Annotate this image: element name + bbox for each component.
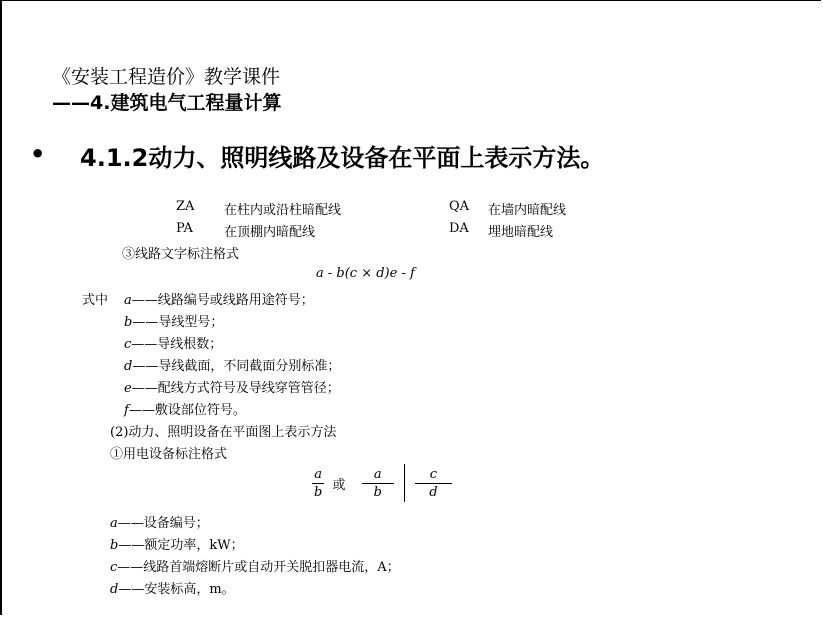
fraction-a-over-b: $\frac{a}{b}$ [362, 466, 394, 501]
definition-symbol: f [124, 403, 129, 418]
code-desc: 埋地暗配线 [488, 225, 554, 240]
fraction-or: 或 [332, 477, 346, 493]
definition-symbol: c [110, 560, 118, 575]
equipment-fraction-formula [312, 464, 452, 502]
definition-text: ——导线根数； [131, 337, 223, 352]
fraction-c-over-d: $\frac{c}{d}$ [415, 466, 451, 501]
code-label: QA [449, 199, 470, 214]
definition-symbol: c [124, 337, 132, 352]
definition-text: ——线路首端熔断片或自动开关脱扣器电流，A； [117, 560, 400, 575]
definition-text: ——额定功率，kW； [118, 538, 244, 553]
definition-row [110, 512, 209, 531]
fraction-divider [404, 464, 405, 502]
code-label: DA [449, 221, 469, 236]
definition-row [110, 534, 244, 553]
definition-symbol: d [110, 582, 119, 597]
definition-text: ——导线截面，不同截面分别标准； [132, 359, 341, 374]
code-label: ZA [176, 199, 195, 214]
definition-text: ——导线型号； [132, 315, 224, 330]
section-heading: 4.1.2动力、照明线路及设备在平面上表示方法。 [80, 144, 605, 172]
definition-symbol: a [110, 516, 118, 531]
bullet-marker: • [30, 140, 46, 168]
definition-row [110, 556, 400, 575]
code-desc: 在顶棚内暗配线 [224, 225, 316, 240]
definition-symbol: d [124, 359, 133, 374]
code-label: PA [176, 221, 193, 236]
definition-symbol: b [110, 538, 119, 553]
equipment-format-title: ①用电设备标注格式 [110, 447, 228, 462]
definition-text: ——线路编号或线路用途符号； [131, 293, 314, 308]
definition-text: ——安装标高，m。 [118, 582, 235, 597]
definition-text: ——敷设部位符号。 [128, 403, 246, 418]
definition-symbol: a [124, 293, 132, 308]
line-format-title: ③线路文字标注格式 [122, 247, 240, 262]
definition-row [124, 289, 314, 308]
definition-symbol: e [124, 381, 132, 396]
formula-lead: 式中 [82, 293, 109, 308]
definition-row [124, 355, 340, 374]
code-desc: 在墙内暗配线 [488, 203, 567, 218]
definition-row [124, 311, 223, 330]
definition-row [110, 578, 235, 597]
definition-text: ——设备编号； [117, 516, 209, 531]
chapter-title: ——4.建筑电气工程量计算 [52, 92, 282, 114]
definition-text: ——配线方式符号及导线穿管管径； [131, 381, 340, 396]
equipment-section-title: (2)动力、照明设备在平面图上表示方法 [110, 425, 337, 440]
definition-row [124, 377, 340, 396]
definition-row [124, 333, 222, 352]
definition-symbol: b [124, 315, 133, 330]
line-format-formula: a - b(c × d)e - f [316, 266, 415, 281]
course-title: 《安装工程造价》教学课件 [52, 66, 281, 88]
definition-row [124, 399, 246, 418]
fraction-a-over-b: $\frac{a}{b}$ [314, 466, 323, 500]
code-desc: 在柱内或沿柱暗配线 [224, 203, 342, 218]
